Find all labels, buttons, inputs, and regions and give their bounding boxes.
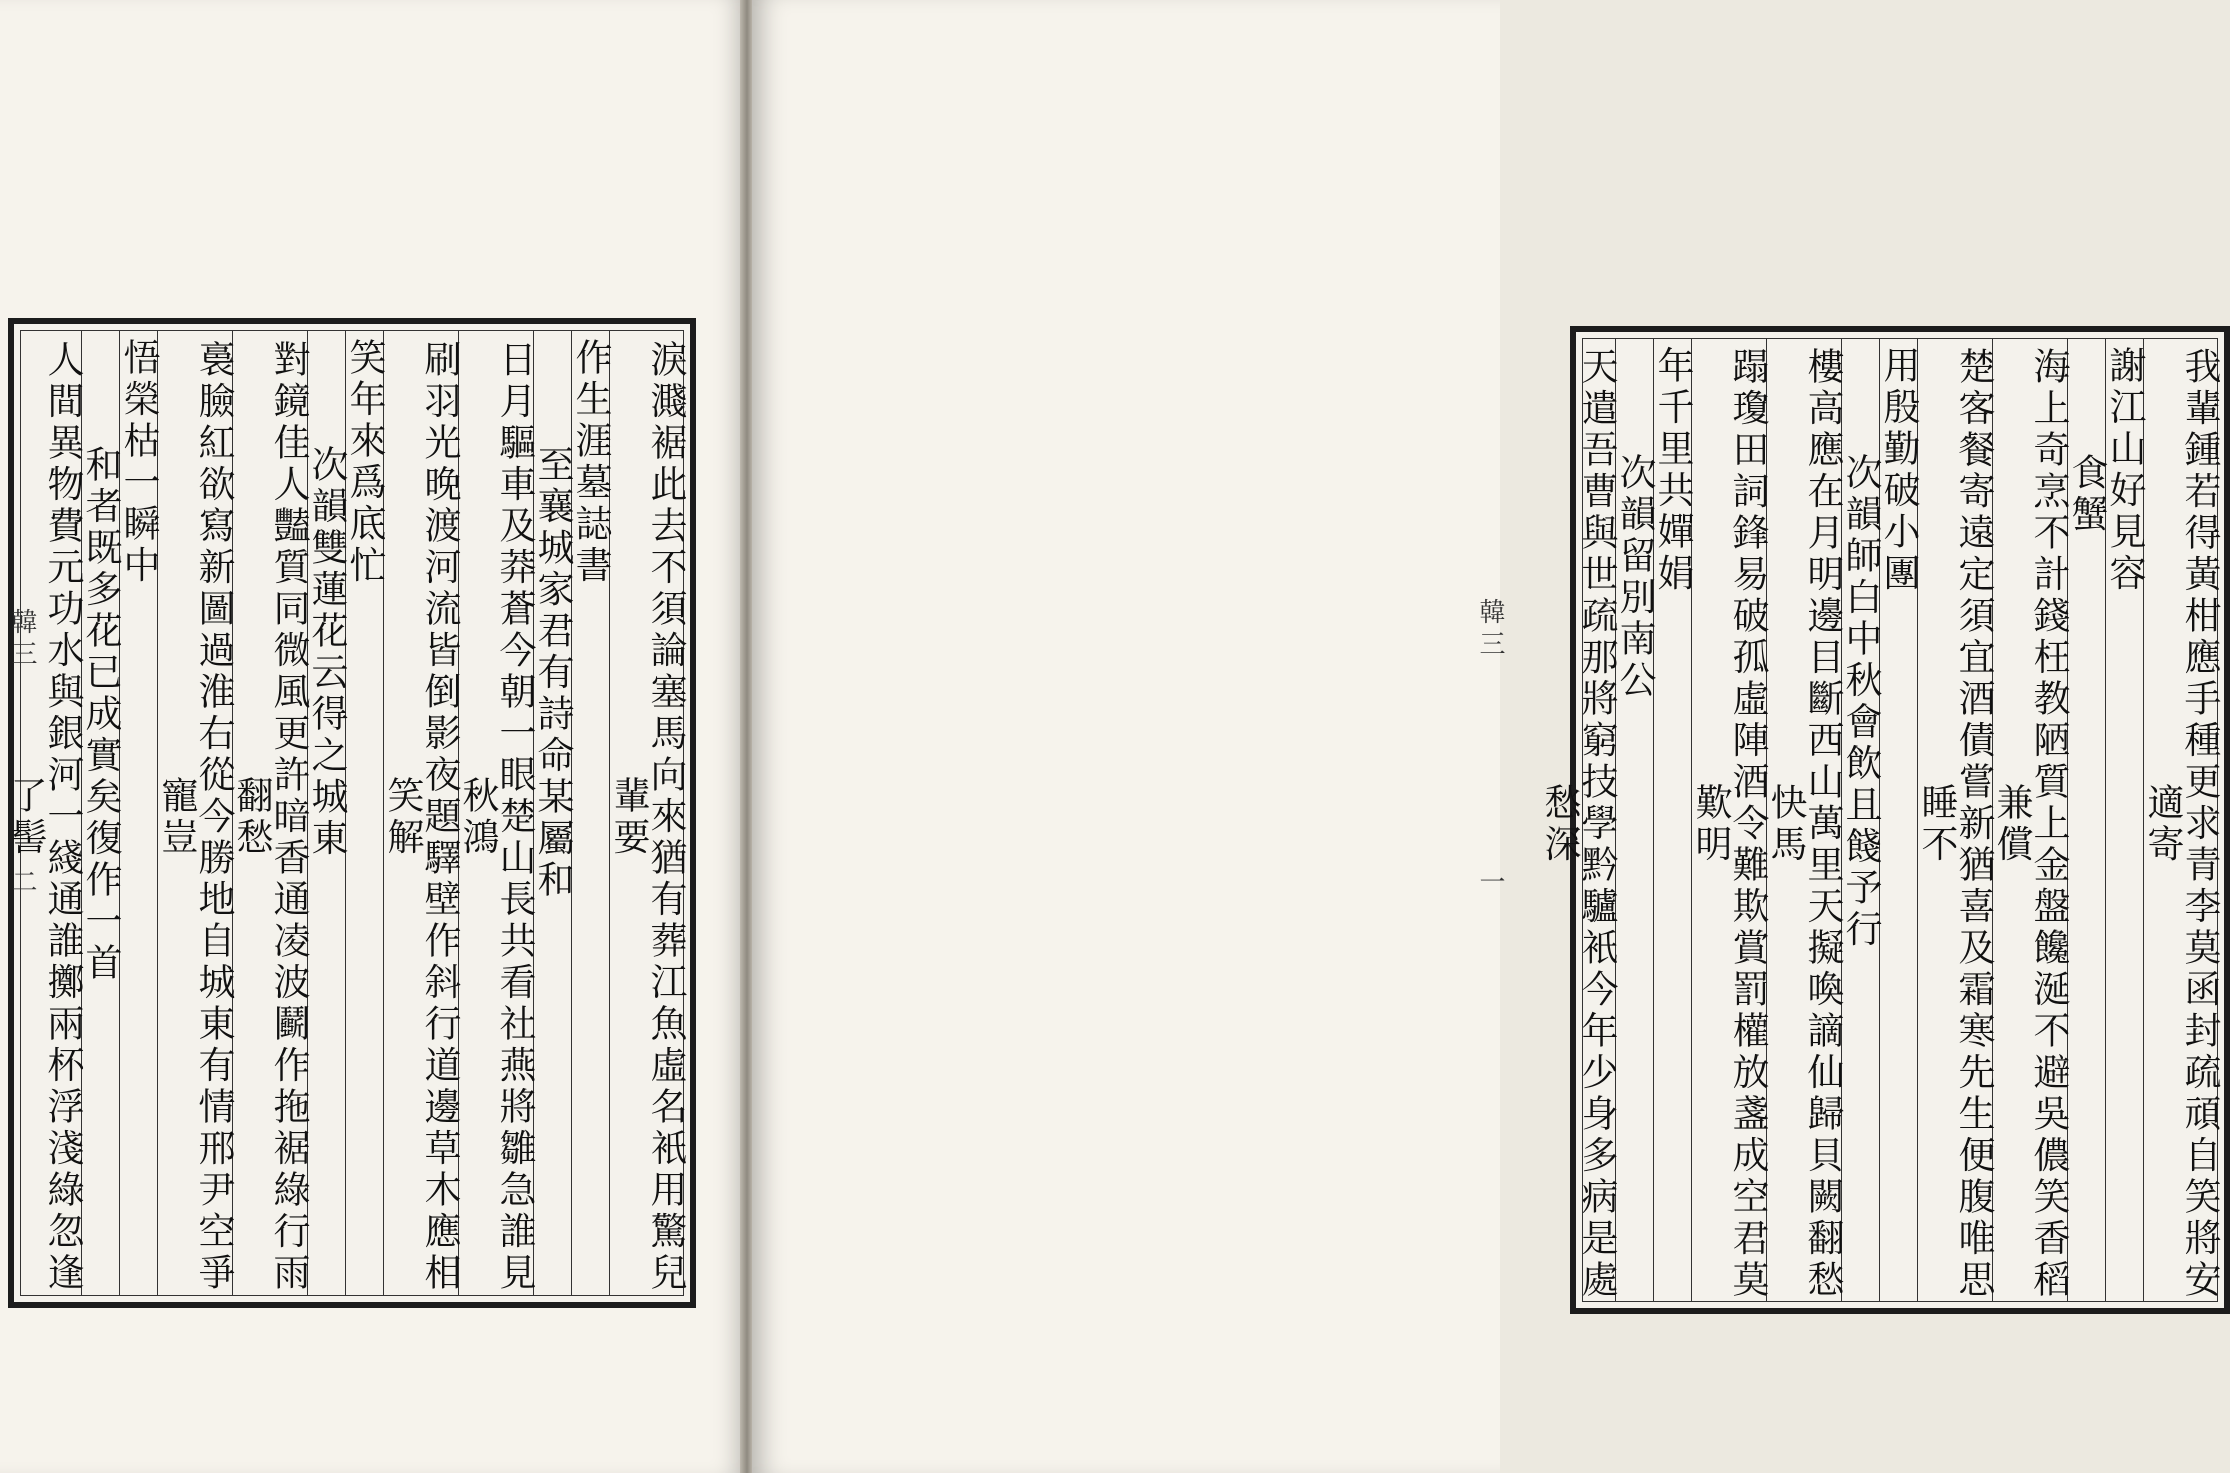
text-column	[343, 330, 386, 1296]
left-fold-number: 二	[7, 868, 37, 900]
column-text: 次韻雙蓮花云得之城東	[305, 445, 348, 860]
left-columns	[4, 330, 687, 1296]
column-text: 日月驅車及莽蒼今朝一眼楚山長共看社燕將雛急誰見秋鴻	[456, 339, 536, 1295]
text-column	[2103, 338, 2146, 1302]
text-column	[79, 330, 122, 1296]
column-text: 食蟹	[2065, 453, 2108, 536]
left-page	[0, 0, 742, 1473]
text-column	[117, 330, 160, 1296]
right-fold-tab	[1470, 568, 1505, 938]
text-column	[607, 330, 687, 1296]
column-text: 海上奇烹不計錢枉教陋質上金盤饞涎不避吳儂笑香稻兼償	[1990, 346, 2070, 1302]
column-text: 次韻留別南公	[1613, 453, 1656, 702]
text-column	[2065, 338, 2108, 1302]
text-column	[1990, 338, 2070, 1302]
column-text: 淚濺裾此去不須論塞馬向來猶有葬江魚虛名衹用驚兒輩要	[607, 339, 687, 1295]
text-column	[381, 330, 461, 1296]
text-column	[1613, 338, 1656, 1302]
text-column	[456, 330, 536, 1296]
right-text-frame	[1538, 326, 2230, 1314]
column-text: 裛臉紅欲寫新圖過淮右從今勝地自城東有情邢尹空爭寵豈	[155, 339, 235, 1295]
column-text: 用殷勤破小團	[1877, 346, 1920, 595]
column-text: 天遣吾曹與世疏那將窮技學黔驢衹今年少身多病是處愁深	[1538, 346, 1618, 1302]
column-text: 作生涯墓誌書	[569, 338, 612, 587]
column-text: 刷羽光晚渡河流皆倒影夜題驛壁作斜行道邊草木應相笑解	[381, 339, 461, 1295]
left-fold-tab	[0, 568, 38, 938]
right-fold-number: 一	[1475, 868, 1505, 900]
column-text: 笑年來爲底忙	[343, 338, 386, 587]
column-text: 年千里共嬋娟	[1651, 346, 1694, 595]
text-column	[230, 330, 310, 1296]
right-fold-label: 韓三	[1475, 598, 1505, 662]
column-text: 和者既多花已成實矣復作一首	[79, 445, 122, 985]
text-column	[1689, 338, 1769, 1302]
column-text: 次韻師白中秋會飲且餞予行	[1839, 453, 1882, 951]
column-text: 悟榮枯一瞬中	[117, 338, 160, 587]
column-text: 對鏡佳人豔質同微風更許暗香通凌波鬬作拖裾綠行雨翻愁	[230, 339, 310, 1295]
text-column	[1538, 338, 1618, 1302]
column-text: 我輩鍾若得黃柑應手種更求青李莫函封疏頑自笑將安適寄	[2141, 346, 2221, 1302]
left-fold-label: 韓三	[7, 608, 37, 672]
text-column	[155, 330, 235, 1296]
column-text: 楚客餐寄遠定須宜酒債嘗新猶喜及霜寒先生便腹唯思睡不	[1915, 346, 1995, 1302]
column-text: 樓高應在月明邊目斷西山萬里天擬喚謫仙歸貝闕翻愁快馬	[1764, 346, 1844, 1302]
right-page	[752, 0, 2221, 1473]
left-text-frame	[4, 318, 696, 1308]
text-column	[569, 330, 612, 1296]
text-column	[1915, 338, 1995, 1302]
column-text: 蹋瓊田詞鋒易破孤虛陣酒令難欺賞罰權放盞成空君莫歎明	[1689, 346, 1769, 1302]
text-column	[1651, 338, 1694, 1302]
text-column	[531, 330, 574, 1296]
text-column	[1764, 338, 1844, 1302]
text-column	[1877, 338, 1920, 1302]
column-text: 謝江山好見容	[2103, 346, 2146, 595]
text-column	[1839, 338, 1882, 1302]
text-column	[305, 330, 348, 1296]
column-text: 至襄城家君有詩命某屬和	[531, 445, 574, 902]
text-column	[2141, 338, 2221, 1302]
right-columns	[1538, 338, 2221, 1302]
column-text: 人間異物費元功水與銀河一綫通誰擲兩杯浮淺綠忽逢了髻	[4, 339, 84, 1295]
